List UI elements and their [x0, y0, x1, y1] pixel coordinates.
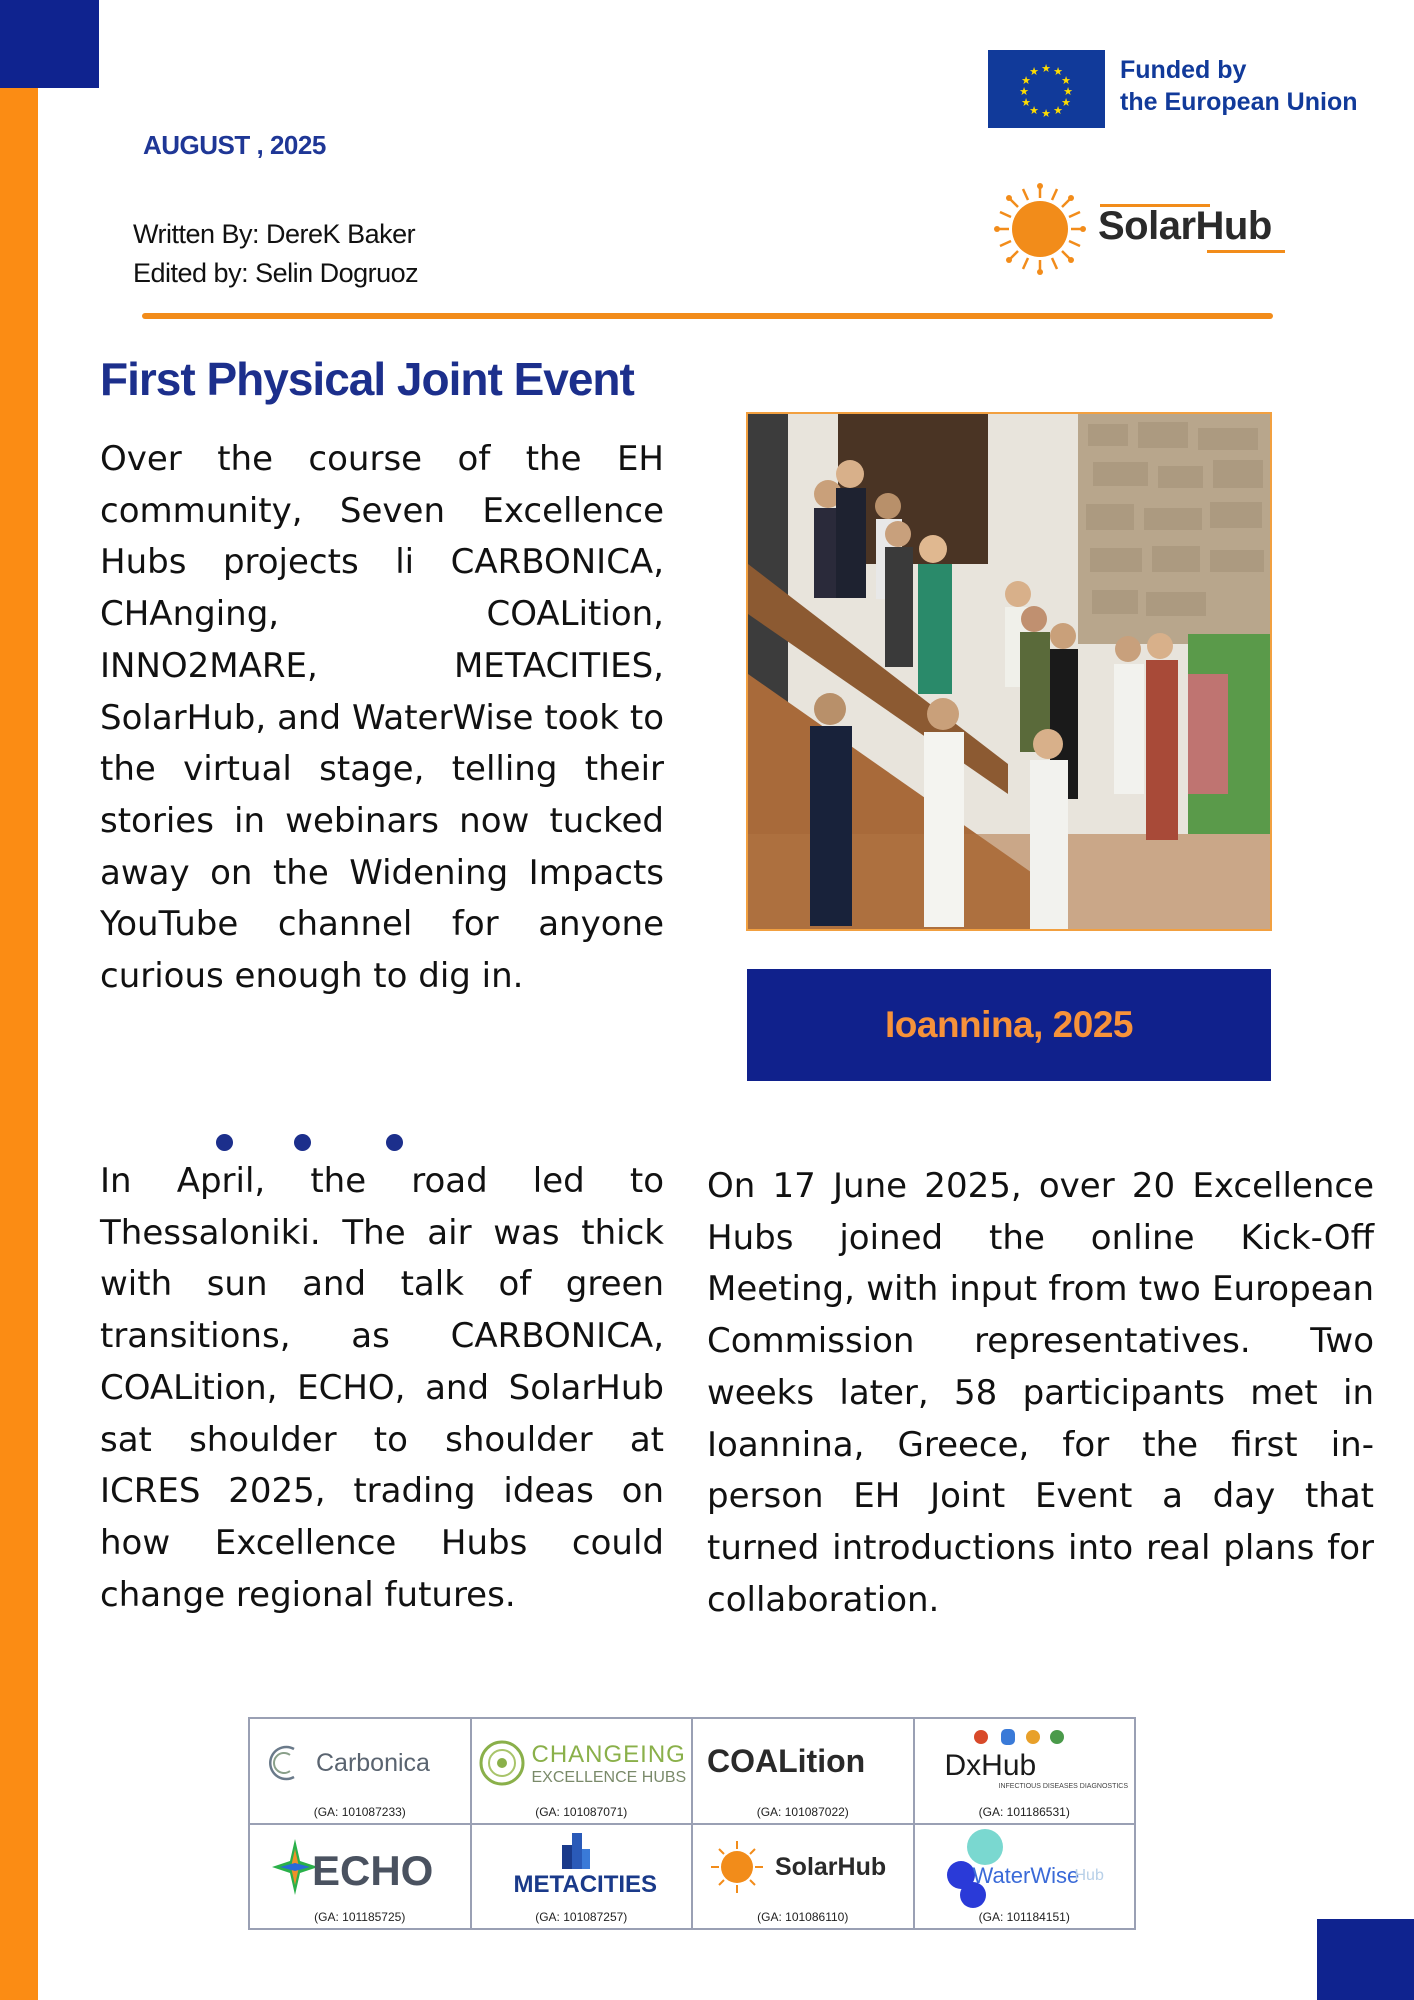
partner-cell-carbonica [249, 1718, 471, 1824]
grant-number: (GA: 101186531) [978, 1804, 1070, 1819]
svg-text:★: ★ [1029, 65, 1039, 78]
solarhub-logo-text: SolarHub [1098, 204, 1272, 248]
partner-name: METACITIES [513, 1870, 658, 1898]
grant-number: (GA: 101087022) [756, 1804, 849, 1819]
author-line: Written By: DereK Baker [133, 219, 416, 249]
svg-text:★: ★ [1041, 62, 1051, 75]
bottom-right-corner-block [1317, 1919, 1414, 2000]
metacities-logo [472, 1837, 692, 1901]
partner-cell-dxhub [914, 1718, 1136, 1824]
changeing-logo [472, 1731, 692, 1795]
grant-number: (GA: 101184151) [978, 1910, 1070, 1924]
partner-name: ECHO [312, 1846, 434, 1894]
sun-logo-icon [993, 182, 1087, 276]
svg-text:★: ★ [1053, 104, 1063, 117]
partner-cell-solarhub [692, 1824, 914, 1930]
partner-name: WaterWise [972, 1862, 1080, 1888]
article-paragraph-2: In April, the road led to Thessaloniki. The air was thick with sun and talk of green transitions, as CARBONICA, COALition, ECHO, and SolarHub sat shoulder to shoulder at ICRES 2025, trading ideas on how Excellence Hubs could change regional futures. [100, 1161, 664, 1615]
funding-line-1: Funded by [1120, 56, 1247, 84]
issue-date: AUGUST , 2025 [143, 130, 326, 160]
top-left-corner-block [0, 0, 99, 88]
header-divider [142, 313, 1273, 319]
dxhub-logo [915, 1731, 1135, 1795]
svg-text:★: ★ [1019, 85, 1029, 98]
coalition-logo [693, 1731, 913, 1795]
byline [133, 215, 418, 293]
editor-line: Edited by: Selin Dogruoz [133, 258, 419, 288]
grant-number: (GA: 101087257) [535, 1910, 628, 1924]
grant-number: (GA: 101086110) [757, 1910, 849, 1924]
partner-name-suffix: Hub [1074, 1866, 1104, 1884]
svg-text:★: ★ [1053, 65, 1063, 78]
partner-subtitle: INFECTIOUS DISEASES DIAGNOSTICS [998, 1783, 1129, 1790]
svg-text:★: ★ [1021, 74, 1031, 87]
separator-dot [386, 1134, 403, 1151]
partner-cell-changeing [471, 1718, 693, 1824]
grant-number: (GA: 101087233) [313, 1804, 406, 1819]
svg-text:★: ★ [1063, 85, 1073, 98]
separator-dot [216, 1134, 233, 1151]
solarhub-partner-logo [693, 1837, 913, 1901]
svg-text:★: ★ [1061, 74, 1071, 87]
partner-name: CHANGEING [531, 1741, 686, 1768]
partner-cell-waterwise [914, 1824, 1136, 1930]
svg-text:★: ★ [1061, 96, 1071, 109]
waterwise-logo [915, 1837, 1135, 1901]
partner-subtitle: EXCELLENCE HUBS [531, 1769, 687, 1786]
svg-text:★: ★ [1029, 104, 1039, 117]
logo-accent-line-bottom [1207, 250, 1285, 253]
svg-text:★: ★ [1041, 107, 1051, 120]
group-photo [746, 412, 1272, 931]
photo-caption-box [747, 969, 1271, 1081]
separator-dot [294, 1134, 311, 1151]
article-paragraph-1: Over the course of the EH community, Seven Excellence Hubs projects li CARBONICA, CHAnging, COALition, INNO2MARE, METACITIES, SolarHub, and WaterWise took to the virtual stage, telling their stories in webinars now tucked away on the Widening Impacts YouTube channel for anyone curious enough to dig in. [100, 439, 664, 997]
partner-name: DxHub [944, 1749, 1037, 1782]
left-accent-bar [0, 0, 38, 2000]
svg-text:★: ★ [1021, 96, 1031, 109]
partner-name: SolarHub [775, 1852, 887, 1881]
partner-name: Carbonica [316, 1749, 430, 1777]
partner-cell-coalition [692, 1718, 914, 1824]
partner-cell-echo [249, 1824, 471, 1930]
eu-flag-icon [988, 50, 1105, 128]
partner-logos-grid [248, 1717, 1136, 1930]
echo-logo [250, 1837, 470, 1901]
funding-statement [1120, 54, 1358, 118]
article-title: First Physical Joint Event [100, 353, 634, 405]
partner-cell-metacities [471, 1824, 693, 1930]
partner-name: COALition [707, 1743, 866, 1779]
carbonica-logo [250, 1731, 470, 1795]
grant-number: (GA: 101185725) [314, 1910, 406, 1924]
grant-number: (GA: 101087071) [535, 1804, 628, 1819]
article-paragraph-3: On 17 June 2025, over 20 Excellence Hubs joined the online Kick-Off Meeting, with input from two European Commission representatives. Two weeks later, 58 participants met in Ioannina, Greece, for the first in-person EH Joint Event a day that turned introductions into real plans for collaboration. [707, 1166, 1374, 1620]
funding-line-2: the European Union [1120, 88, 1358, 116]
photo-caption: Ioannina, 2025 [885, 1004, 1133, 1045]
